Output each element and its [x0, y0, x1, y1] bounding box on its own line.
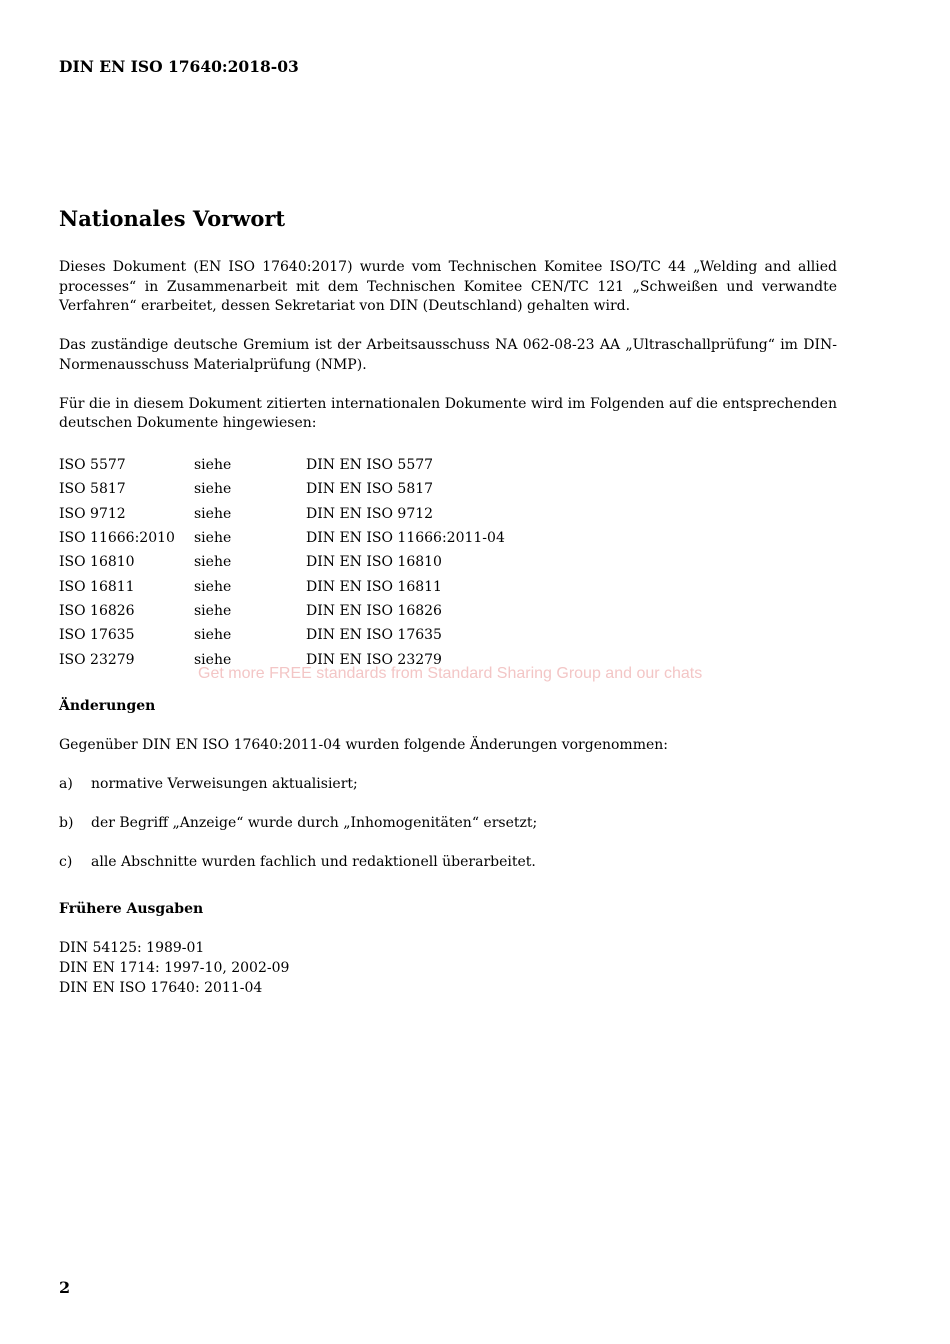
din-reference: DIN EN ISO 17635	[306, 627, 442, 644]
din-reference: DIN EN ISO 5577	[306, 456, 434, 473]
din-reference: DIN EN ISO 16826	[306, 603, 442, 620]
din-reference: DIN EN ISO 16811	[306, 578, 442, 595]
iso-reference: ISO 17635	[59, 627, 135, 644]
iso-reference: ISO 5817	[59, 481, 126, 498]
table-row	[59, 502, 505, 526]
table-row	[59, 453, 505, 477]
siehe-label: siehe	[194, 603, 232, 620]
paragraph-german-body: Das zuständige deutsche Gremium ist der Arbeitsausschuss NA 062-08-23 AA „Ultraschallprüfung“ im DIN-Normenausschuss Materialprüfung (NMP).	[59, 337, 837, 373]
previous-editions-list	[59, 939, 837, 998]
siehe-label: siehe	[194, 505, 232, 522]
iso-reference: ISO 9712	[59, 505, 126, 522]
siehe-label: siehe	[194, 578, 232, 595]
din-reference: DIN EN ISO 11666:2011-04	[306, 529, 505, 546]
list-item-text: der Begriff „Anzeige“ wurde durch „Inhomogenitäten“ ersetzt;	[91, 814, 538, 831]
list-item	[59, 775, 837, 795]
changes-heading: Änderungen	[59, 697, 156, 714]
table-row	[59, 600, 505, 624]
iso-reference: ISO 5577	[59, 456, 126, 473]
din-reference: DIN EN ISO 23279	[306, 651, 442, 668]
siehe-label: siehe	[194, 481, 232, 498]
changes-intro: Gegenüber DIN EN ISO 17640:2011-04 wurden folgende Änderungen vorgenommen:	[59, 736, 668, 753]
edition-line: DIN 54125: 1989-01	[59, 940, 205, 957]
document-id-header: DIN EN ISO 17640:2018-03	[59, 57, 299, 76]
siehe-label: siehe	[194, 651, 232, 668]
page-number: 2	[59, 1278, 71, 1297]
iso-reference: ISO 23279	[59, 651, 135, 668]
edition-line: DIN EN 1714: 1997-10, 2002-09	[59, 959, 290, 976]
siehe-label: siehe	[194, 627, 232, 644]
watermark-text: Get more FREE standards from Standard Sharing Group and our chats	[198, 665, 703, 682]
list-marker: c)	[59, 853, 73, 870]
list-item	[59, 814, 837, 834]
iso-reference: ISO 16811	[59, 578, 135, 595]
edition-line: DIN EN ISO 17640: 2011-04	[59, 979, 263, 996]
table-row	[59, 575, 505, 599]
table-row	[59, 624, 505, 648]
page-title: Nationales Vorwort	[59, 206, 286, 231]
iso-reference: ISO 11666:2010	[59, 529, 175, 546]
iso-reference: ISO 16826	[59, 603, 135, 620]
paragraph-references-intro: Für die in diesem Dokument zitierten internationalen Dokumente wird im Folgenden auf die entsprechenden deutschen Dokumente hingewiesen:	[59, 395, 837, 432]
list-marker: a)	[59, 775, 73, 792]
table-row	[59, 527, 505, 551]
list-item-text: alle Abschnitte wurden fachlich und redaktionell überarbeitet.	[91, 853, 536, 870]
din-reference: DIN EN ISO 16810	[306, 554, 442, 571]
siehe-label: siehe	[194, 529, 232, 546]
document-body	[59, 258, 837, 998]
list-marker: b)	[59, 814, 74, 831]
siehe-label: siehe	[194, 456, 232, 473]
siehe-label: siehe	[194, 554, 232, 571]
din-reference: DIN EN ISO 9712	[306, 505, 434, 522]
previous-editions-heading: Frühere Ausgaben	[59, 901, 204, 918]
table-row	[59, 478, 505, 502]
paragraph-committee: Dieses Dokument (EN ISO 17640:2017) wurde vom Technischen Komitee ISO/TC 44 „Welding and allied processes“ in Zusammenarbeit mit dem Technischen Komitee CEN/TC 121 „Schweißen und verwandte Verfahren“ erarbeitet, dessen Sekretariat von DIN (Deutschland) gehalten wird.	[59, 259, 837, 315]
list-item-text: normative Verweisungen aktualisiert;	[91, 775, 358, 792]
din-reference: DIN EN ISO 5817	[306, 481, 434, 498]
reference-table	[59, 453, 505, 673]
table-row	[59, 551, 505, 575]
iso-reference: ISO 16810	[59, 554, 135, 571]
list-item	[59, 853, 837, 873]
